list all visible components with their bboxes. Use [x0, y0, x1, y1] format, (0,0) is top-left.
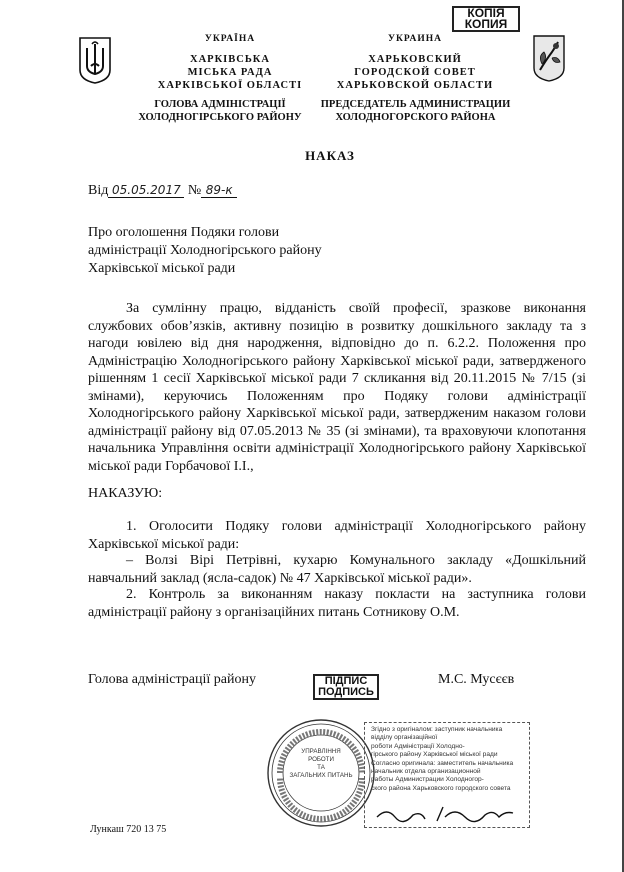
preamble-paragraph: За сумлінну працю, відданість своїй професії, зразкове виконання службових обов’язків, активну позицію в розвитку дошкільного закладу та з нагоди ювілею від дня народження, відповідно до п. 6.2.2. Положення про Адміністрацію Холодногірського району Харківської міської ради, затвердженого рішенням 1 сесії Харківської міської ради 7 скликання від 20.11.2015 № 7/15 (зі змінами), керуючись Положенням про Подяку голови адміністрації Холодногірського району Харківської міської ради, затвердженим наказом голови адміністрації району від 07.05.2013 № 35 (зі змінами), та враховуючи клопотання начальника Управління освіти адміністрації Холодногірського району Харківської міської ради Горбачової І.І.,	[88, 301, 586, 474]
copy-line4: гірського району Харківської міської ради	[371, 751, 498, 759]
copy-line6: начальник отдела организационной	[371, 768, 481, 776]
council-line3-ru: ХАРЬКОВСКОЙ ОБЛАСТИ	[336, 80, 494, 91]
copy-stamp-ua: КОПІЯ	[467, 6, 505, 20]
seal-center-text	[286, 748, 356, 780]
admin-title-right	[308, 98, 523, 124]
signature-stamp-ua: ПІДПИС	[324, 675, 368, 687]
seal-line1: УПРАВЛІННЯ	[301, 748, 341, 755]
subject-line3: Харківської міської ради	[88, 261, 236, 276]
country-ru: УКРАИНА	[388, 34, 442, 44]
council-line3-ua: ХАРКІВСЬКОЇ ОБЛАСТІ	[157, 80, 303, 91]
order-item-2: 2. Контроль за виконанням наказу покласти на заступника голови адміністрації району з організаційних питань Сотникову О.М.	[88, 587, 586, 620]
date-prefix: Від	[88, 183, 109, 198]
order-item-1: 1. Оголосити Подяку голови адміністрації Холодногірського району Харківської міської ради:	[88, 519, 586, 552]
seal-line2: РОБОТИ	[308, 756, 334, 763]
order-item-1-sub: – Волзі Вірі Петрівні, кухарю Комунального закладу «Дошкільний навчальний заклад (ясла-садок) № 47 Харківської міської ради».	[88, 553, 586, 586]
signature-stamp	[313, 674, 379, 700]
copy-line2: відділу організаційної	[371, 734, 438, 742]
admin-line1-ru: ПРЕДСЕДАТЕЛЬ АДМИНИСТРАЦИИ	[320, 99, 511, 110]
subject-line1: Про оголошення Подяки голови	[88, 225, 280, 240]
header-right	[315, 33, 515, 92]
document-type: НАКАЗ	[305, 148, 355, 163]
seal-line4: ЗАГАЛЬНИХ ПИТАНЬ	[289, 772, 353, 779]
council-line1-ru: ХАРЬКОВСКИЙ	[368, 54, 462, 65]
subject-block	[88, 224, 322, 278]
number-sign: №	[187, 183, 202, 198]
council-line1-ua: ХАРКІВСЬКА	[189, 54, 270, 65]
copy-stamp	[452, 6, 520, 32]
copy-line1: Згідно з оригіналом: заступник начальника	[371, 726, 503, 733]
certified-copy-stamp	[364, 722, 530, 828]
order-word: НАКАЗУЮ:	[88, 486, 163, 501]
kharkiv-emblem-icon	[532, 34, 566, 82]
council-line2-ua: МІСЬКА РАДА	[187, 67, 273, 78]
copy-stamp-ru: КОПИЯ	[464, 17, 508, 31]
copy-line7: работы Администрации Холодногор-	[371, 776, 484, 784]
header-left	[140, 33, 320, 92]
handwritten-signature-icon	[373, 803, 523, 825]
seal-line3: ТА	[317, 764, 325, 771]
admin-line2-ua: ХОЛОДНОГІРСЬКОГО РАЙОНУ	[138, 112, 302, 123]
round-seal	[266, 718, 376, 828]
signatory-position: Голова адміністрації району	[88, 672, 256, 687]
signatory-name: М.С. Мусєєв	[438, 672, 515, 687]
council-line2-ru: ГОРОДСКОЙ СОВЕТ	[354, 67, 476, 78]
admin-title-left	[120, 98, 320, 124]
order-number: 89-к	[201, 183, 237, 198]
date-value: 05.05.2017	[108, 183, 184, 198]
certified-copy-text	[365, 723, 529, 793]
date-line	[88, 183, 237, 199]
admin-line1-ua: ГОЛОВА АДМІНІСТРАЦІЇ	[154, 99, 286, 110]
copy-line8: ского района Харьковского городского совета	[371, 784, 511, 792]
copy-line5: Согласно оригинала: заместитель начальника	[371, 759, 514, 767]
executor-note: Лункаш 720 13 75	[90, 824, 167, 835]
country-ua: УКРАЇНА	[204, 34, 256, 44]
signature-stamp-ru: ПОДПИСЬ	[318, 686, 374, 698]
copy-line3: роботи Адміністрації Холодно-	[371, 742, 465, 750]
admin-line2-ru: ХОЛОДНОГОРСКОГО РАЙОНА	[335, 112, 496, 123]
subject-line2: адміністрації Холодногірського району	[88, 243, 322, 258]
trident-emblem-icon	[78, 36, 112, 84]
